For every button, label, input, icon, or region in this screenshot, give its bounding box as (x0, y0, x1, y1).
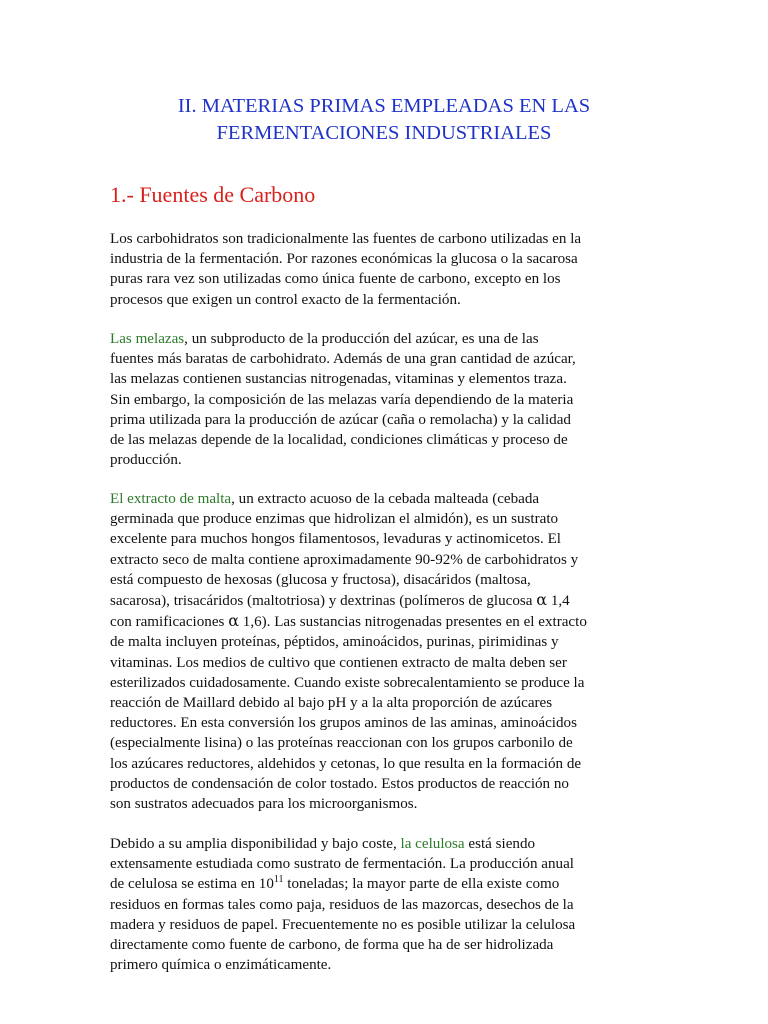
text-line: son sustratos adecuados para los microorganismos. (110, 796, 418, 813)
text-line: directamente como fuente de carbono, de forma que ha de ser hidrolizada (110, 937, 554, 954)
text-line: madera y residuos de papel. Frecuentemente no es posible utilizar la celulosa (110, 916, 576, 933)
text-fragment: , un subproducto de la producción del azúcar, es una de las (184, 331, 539, 347)
section-heading: 1.- Fuentes de Carbono (110, 182, 316, 207)
paragraph-celulosa (110, 834, 670, 975)
text-fragment: toneladas; la mayor parte de ella existe como (283, 876, 560, 893)
text-line: residuos en formas tales como paja, residuos de las mazorcas, desechos de la (110, 896, 574, 913)
paragraph-intro (110, 229, 670, 310)
text-line: extracto seco de malta contiene aproximadamente 90-92% de carbohidratos y (110, 551, 579, 568)
text-line: germinada que produce enzimas que hidrolizan el almidón), es un sustrato (110, 511, 559, 528)
text-line: extensamente estudiada como sustrato de fermentación. La producción anual (110, 856, 574, 873)
text-line: procesos que exigen un control exacto de la fermentación. (110, 291, 461, 308)
text-line: Sin embargo, la composición de las melazas varía dependiendo de la materia (110, 391, 574, 408)
text-fragment: 1,6). Las sustancias nitrogenadas presentes en el extracto (239, 614, 587, 631)
text-line (110, 834, 670, 854)
text-fragment: Debido a su amplia disponibilidad y bajo coste, (110, 836, 401, 852)
text-line: las melazas contienen sustancias nitrogenadas, vitaminas y elementos traza. (110, 371, 567, 388)
text-line: productos de condensación de color tostado. Estos productos de reacción no (110, 775, 569, 792)
text-line: prima utilizada para la producción de azúcar (caña o remolacha) y la calidad (110, 411, 571, 428)
alpha-symbol: α (536, 590, 548, 610)
text-line: Los carbohidratos son tradicionalmente las fuentes de carbono utilizadas en la (110, 231, 582, 247)
text-line: está compuesto de hexosas (glucosa y fructosa), disacáridos (maltosa, (110, 571, 531, 588)
text-line (110, 611, 670, 632)
term-melazas: Las melazas (110, 331, 185, 347)
title-line-2: FERMENTACIONES INDUSTRIALES (216, 122, 552, 144)
text-line: de las melazas depende de la localidad, condiciones climáticas y proceso de (110, 432, 568, 449)
text-fragment: sacarosa), trisacáridos (maltotriosa) y dextrinas (polímeros de glucosa (110, 593, 537, 610)
text-line (110, 874, 670, 894)
text-line: excelente para muchos hongos filamentosos, levaduras y actinomicetos. El (110, 531, 561, 548)
text-fragment: de celulosa se estima en 10 (110, 876, 274, 893)
text-line: de malta incluyen proteínas, péptidos, aminoácidos, purinas, pirimidinas y (110, 634, 559, 651)
text-line: puras rara vez son utilizadas como única fuente de carbono, excepto en los (110, 271, 561, 288)
paragraph-malta (110, 489, 670, 814)
text-fragment: con ramificaciones (110, 614, 229, 631)
text-line (110, 489, 670, 509)
text-line: fuentes más baratas de carbohidrato. Además de una gran cantidad de azúcar, (110, 351, 576, 368)
text-line: los azúcares reductores, aldehidos y cetonas, lo que resulta en la formación de (110, 755, 582, 772)
text-line: esterilizados cuidadosamente. Cuando existe sobrecalentamiento se produce la (110, 674, 585, 691)
text-line: industria de la fermentación. Por razones económicas la glucosa o la sacarosa (110, 251, 578, 268)
text-line: reductores. En esta conversión los grupos aminos de las aminas, aminoácidos (110, 715, 577, 732)
text-line (110, 329, 670, 349)
text-fragment: está siendo (464, 836, 536, 852)
alpha-symbol: α (228, 611, 239, 631)
text-fragment: 1,4 (547, 593, 570, 610)
text-line: reacción de Maillard debido al bajo pH y a la alta proporción de azúcares (110, 695, 553, 712)
text-line: primero química o enzimáticamente. (110, 957, 332, 974)
text-line: producción. (110, 452, 182, 469)
term-celulosa: la celulosa (400, 836, 465, 852)
term-malta: El extracto de malta (110, 491, 232, 507)
title-line-1: II. MATERIAS PRIMAS EMPLEADAS EN LAS (177, 95, 591, 117)
document-title (60, 93, 708, 147)
text-line: vitaminas. Los medios de cultivo que contienen extracto de malta deben ser (110, 654, 567, 671)
text-line: (especialmente lisina) o las proteínas reaccionan con los grupos carbonilo de (110, 735, 573, 752)
text-line (110, 590, 670, 611)
paragraph-melazas (110, 329, 670, 470)
superscript-exponent: 11 (273, 874, 284, 886)
text-fragment: , un extracto acuoso de la cebada malteada (cebada (231, 491, 540, 507)
